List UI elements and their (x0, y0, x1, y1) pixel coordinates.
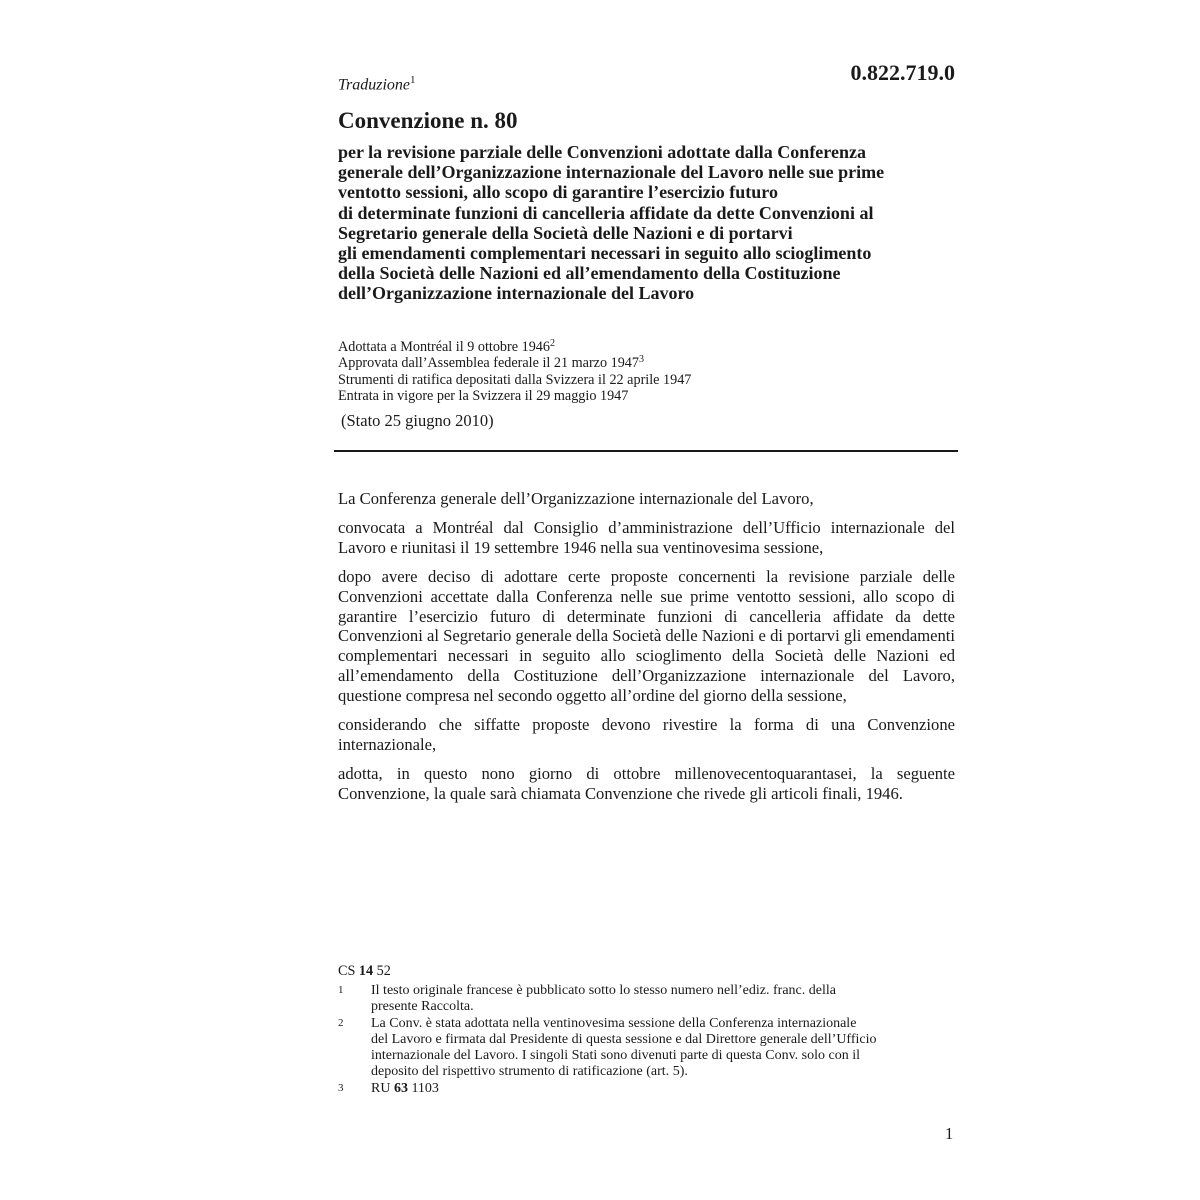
footnote-text: La Conv. è stata adottata nella ventinovesima sessione della Conferenza internazionale del Lavoro e firmata dal Presidente di questa sessione e dal Direttore generale dell’Ufficio internazionale del Lavoro. I singoli Stati sono divenuti parte di questa Conv. solo con il deposito del rispettivo strumento di ratificazione (art. 5). (371, 1015, 877, 1080)
adoption-metadata (338, 339, 691, 404)
status-date: (Stato 25 giugno 2010) (341, 411, 494, 430)
subtitle-line: ventotto sessioni, allo scopo di garantire l’esercizio futuro (338, 182, 778, 203)
footnote (338, 1016, 938, 1081)
header-divider (334, 450, 958, 452)
footnotes (338, 983, 938, 1097)
convention-subtitle (338, 142, 968, 304)
subtitle-line: di determinate funzioni di cancelleria affidate da dette Convenzioni al (338, 202, 874, 223)
footnote-text: Il testo originale francese è pubblicato sotto lo stesso numero nell’ediz. franc. della presente Raccolta. (371, 983, 836, 1015)
footnote-ref-1: 1 (410, 74, 416, 86)
footnote-ref-3: 3 (638, 354, 644, 366)
subtitle-line: Segretario generale della Società delle Nazioni e di portarvi (338, 222, 793, 243)
subtitle-line: generale dell’Organizzazione internazionale del Lavoro nelle sue prime (338, 162, 885, 183)
subtitle-line: per la revisione parziale delle Convenzioni adottate dalla Conferenza (338, 142, 866, 162)
page-title: Convenzione n. 80 (338, 108, 518, 133)
sr-number: 0.822.719.0 (850, 60, 955, 85)
page-number: 1 (945, 1124, 954, 1143)
subtitle-line: dell’Organizzazione internazionale del Lavoro (338, 283, 695, 304)
preamble-paragraph: convocata a Montréal dal Consiglio d’amministrazione dell’Ufficio internazionale del Lavoro e riunitasi il 19 settembre 1946 nella sua ventinovesima sessione, (338, 517, 955, 557)
adopted-date: Adottata a Montréal il 9 ottobre 1946$^2$ (338, 338, 555, 355)
entry-into-force-date: Entrata in vigore per la Svizzera il 29 maggio 1947 (338, 387, 629, 404)
footnote-text: RU 63 1103 (371, 1080, 439, 1096)
footnote-ref-2: 2 (549, 338, 555, 349)
subtitle-line: gli emendamenti complementari necessari in seguito allo scioglimento (338, 243, 872, 264)
footnote (338, 1081, 938, 1097)
preamble-paragraph: adotta, in questo nono giorno di ottobre millenovecentoquarantasei, la seguente Convenzione, la quale sarà chiamata Convenzione che rivede gli articoli finali, 1946. (338, 763, 955, 803)
preamble-paragraph: dopo avere deciso di adottare certe proposte concernenti la revisione parziale delle Convenzioni accettate dalla Conferenza nelle sue prime ventotto sessioni, allo scopo di garantire l’esercizio futuro di determinate funzioni di cancelleria affidate da dette Convenzioni al Segretario generale della Società delle Nazioni e di portarvi gli emendamenti complementari necessari in seguito allo scioglimento della Società delle Nazioni ed all’emendamento della Costituzione dell’Organizzazione internazionale del Lavoro, questione compresa nel secondo oggetto all’ordine del giorno della sessione, (338, 566, 955, 706)
preamble-paragraph: considerando che siffatte proposte devono rivestire la forma di una Convenzione internazionale, (338, 715, 955, 754)
footnote-number: 3 (338, 1081, 344, 1094)
approved-date: Approvata dall’Assemblea federale il 21 marzo 1947$^3$ (338, 354, 644, 372)
cs-reference: CS 14 52 (338, 963, 391, 979)
ratification-date: Strumenti di ratifica depositati dalla Svizzera il 22 aprile 1947 (338, 371, 692, 388)
translation-label: Traduzione$^1$ (338, 74, 416, 94)
preamble-paragraph: La Conferenza generale dell’Organizzazione internazionale del Lavoro, (338, 489, 814, 508)
footnote-number: 2 (338, 1016, 344, 1029)
footnote-number: 1 (338, 984, 344, 996)
footnote (338, 983, 938, 1016)
preamble (338, 489, 955, 813)
subtitle-line: della Società delle Nazioni ed all’emendamento della Costituzione (338, 263, 841, 284)
